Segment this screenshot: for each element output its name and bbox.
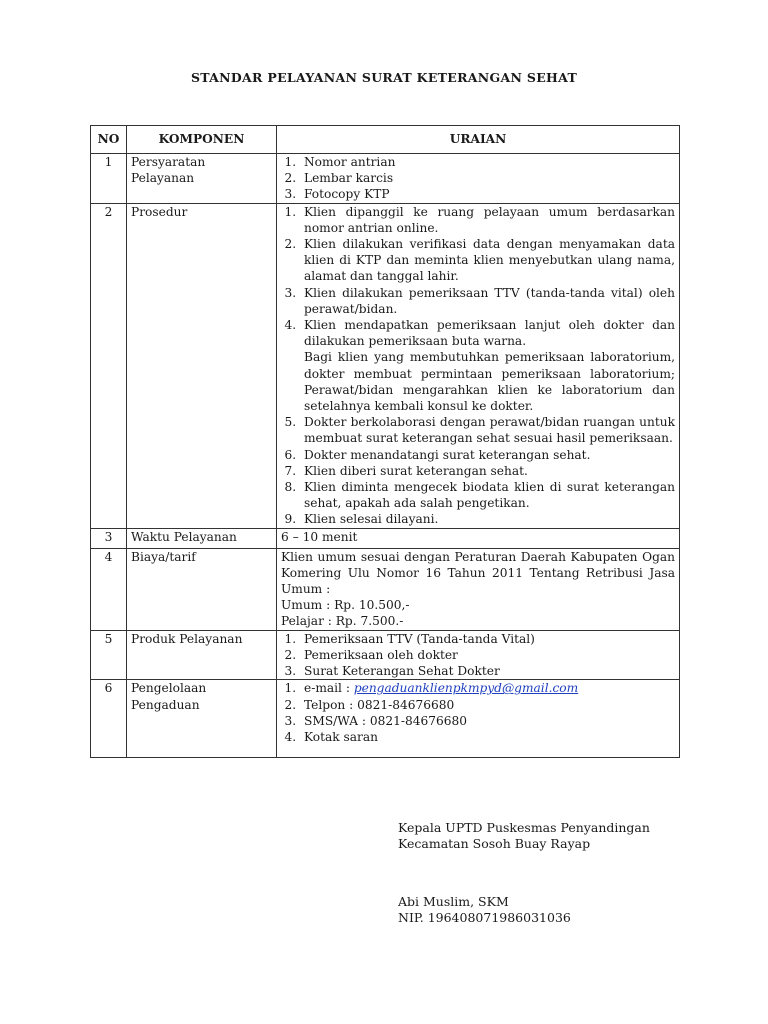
service-time: 6 – 10 menit xyxy=(281,529,358,544)
row-uraian xyxy=(277,680,680,758)
list-item xyxy=(300,680,675,696)
list-item: 1. Pemeriksaan TTV (Tanda-tanda Vital) xyxy=(300,631,675,647)
row-komponen: Prosedur xyxy=(127,203,277,528)
table-row xyxy=(91,528,680,548)
list-item: 6. Dokter menandatangi surat keterangan sehat. xyxy=(300,447,675,463)
document-title: STANDAR PELAYANAN SURAT KETERANGAN SEHAT xyxy=(190,70,578,85)
row-number: 1 xyxy=(91,154,127,204)
header-komponen: KOMPONEN xyxy=(127,126,277,154)
table-row xyxy=(91,203,680,528)
list-item: 3. Fotocopy KTP xyxy=(300,186,675,202)
list-item: 2. Telpon : 0821-84676680 xyxy=(300,697,675,713)
service-standard-table xyxy=(90,125,680,758)
row-komponen: Persyaratan Pelayanan xyxy=(127,154,277,204)
row-komponen: Waktu Pelayanan xyxy=(127,528,277,548)
table-header-row xyxy=(91,126,680,154)
row-uraian xyxy=(277,154,680,204)
list-item: 5. Dokter berkolaborasi dengan perawat/bidan ruangan untuk membuat surat keterangan sehat sesuai hasil pemeriksaan. xyxy=(300,414,675,446)
row-number: 6 xyxy=(91,680,127,758)
row-uraian xyxy=(277,528,680,548)
list-item: 8. Klien diminta mengecek biodata klien di surat keterangan sehat, apakah ada salah pengetikan. xyxy=(300,479,675,511)
tariff-pelajar: Pelajar : Rp. 7.500.- xyxy=(281,614,404,629)
list-item: 2. Lembar karcis xyxy=(300,170,675,186)
list-item xyxy=(300,317,675,414)
list-item: 3. Klien dilakukan pemeriksaan TTV (tanda-tanda vital) oleh perawat/bidan. xyxy=(300,285,675,317)
list-item: 9. Klien selesai dilayani. xyxy=(300,511,675,527)
signatory-name: Abi Muslim, SKM xyxy=(398,894,509,909)
procedure-list xyxy=(281,204,675,528)
list-item: 4. Kotak saran xyxy=(300,729,675,745)
row-uraian xyxy=(277,630,680,680)
lab-note: Bagi klien yang membutuhkan pemeriksaan laboratorium, dokter membuat permintaan pemeriksaan laboratorium; Perawat/bidan mengarahkan klien ke laboratorium dan setelahnya kembali konsul ke dokter. xyxy=(304,350,675,414)
signatory-title: Kepala UPTD Puskesmas Penyandingan xyxy=(398,820,650,835)
complaints-list xyxy=(281,680,675,745)
table-row xyxy=(91,154,680,204)
row-uraian xyxy=(277,203,680,528)
row-number: 5 xyxy=(91,630,127,680)
email-link[interactable]: pengaduanklienpkmpyd@gmail.com xyxy=(353,681,579,696)
row-number: 2 xyxy=(91,203,127,528)
table-row xyxy=(91,630,680,680)
row-uraian xyxy=(277,548,680,630)
tariff-umum: Umum : Rp. 10.500,- xyxy=(281,598,410,613)
list-item: 3. Surat Keterangan Sehat Dokter xyxy=(300,663,675,679)
list-item: 2. Pemeriksaan oleh dokter xyxy=(300,647,675,663)
list-item-text: Klien mendapatkan pemeriksaan lanjut oleh dokter dan dilakukan pemeriksaan buta warna. xyxy=(304,318,675,349)
table-row xyxy=(91,680,680,758)
tariff-description: Klien umum sesuai dengan Peraturan Daerah Kabupaten Ogan Komering Ulu Nomor 16 Tahun 2011 Tentang Retribusi Jasa Umum : xyxy=(281,549,675,597)
list-item: 3. SMS/WA : 0821-84676680 xyxy=(300,713,675,729)
requirements-list xyxy=(281,154,675,203)
list-item: 1. Klien dipanggil ke ruang pelayaan umum berdasarkan nomor antrian online. xyxy=(300,204,675,236)
email-label: e-mail : xyxy=(304,681,354,696)
list-item: 2. Klien dilakukan verifikasi data dengan menyamakan data klien di KTP dan meminta klien menyebutkan ulang nama, alamat dan tanggal lahir. xyxy=(300,236,675,285)
signatory-district: Kecamatan Sosoh Buay Rayap xyxy=(398,836,591,851)
signatory-nip: NIP. 196408071986031036 xyxy=(398,910,571,925)
products-list xyxy=(281,631,675,680)
header-no: NO xyxy=(91,126,127,154)
row-number: 4 xyxy=(91,548,127,630)
table-row xyxy=(91,548,680,630)
row-komponen: Biaya/tarif xyxy=(127,548,277,630)
list-item: 7. Klien diberi surat keterangan sehat. xyxy=(300,463,675,479)
row-number: 3 xyxy=(91,528,127,548)
row-komponen: Produk Pelayanan xyxy=(127,630,277,680)
list-item: 1. Nomor antrian xyxy=(300,154,675,170)
row-komponen: Pengelolaan Pengaduan xyxy=(127,680,277,758)
header-uraian: URAIAN xyxy=(277,126,680,154)
